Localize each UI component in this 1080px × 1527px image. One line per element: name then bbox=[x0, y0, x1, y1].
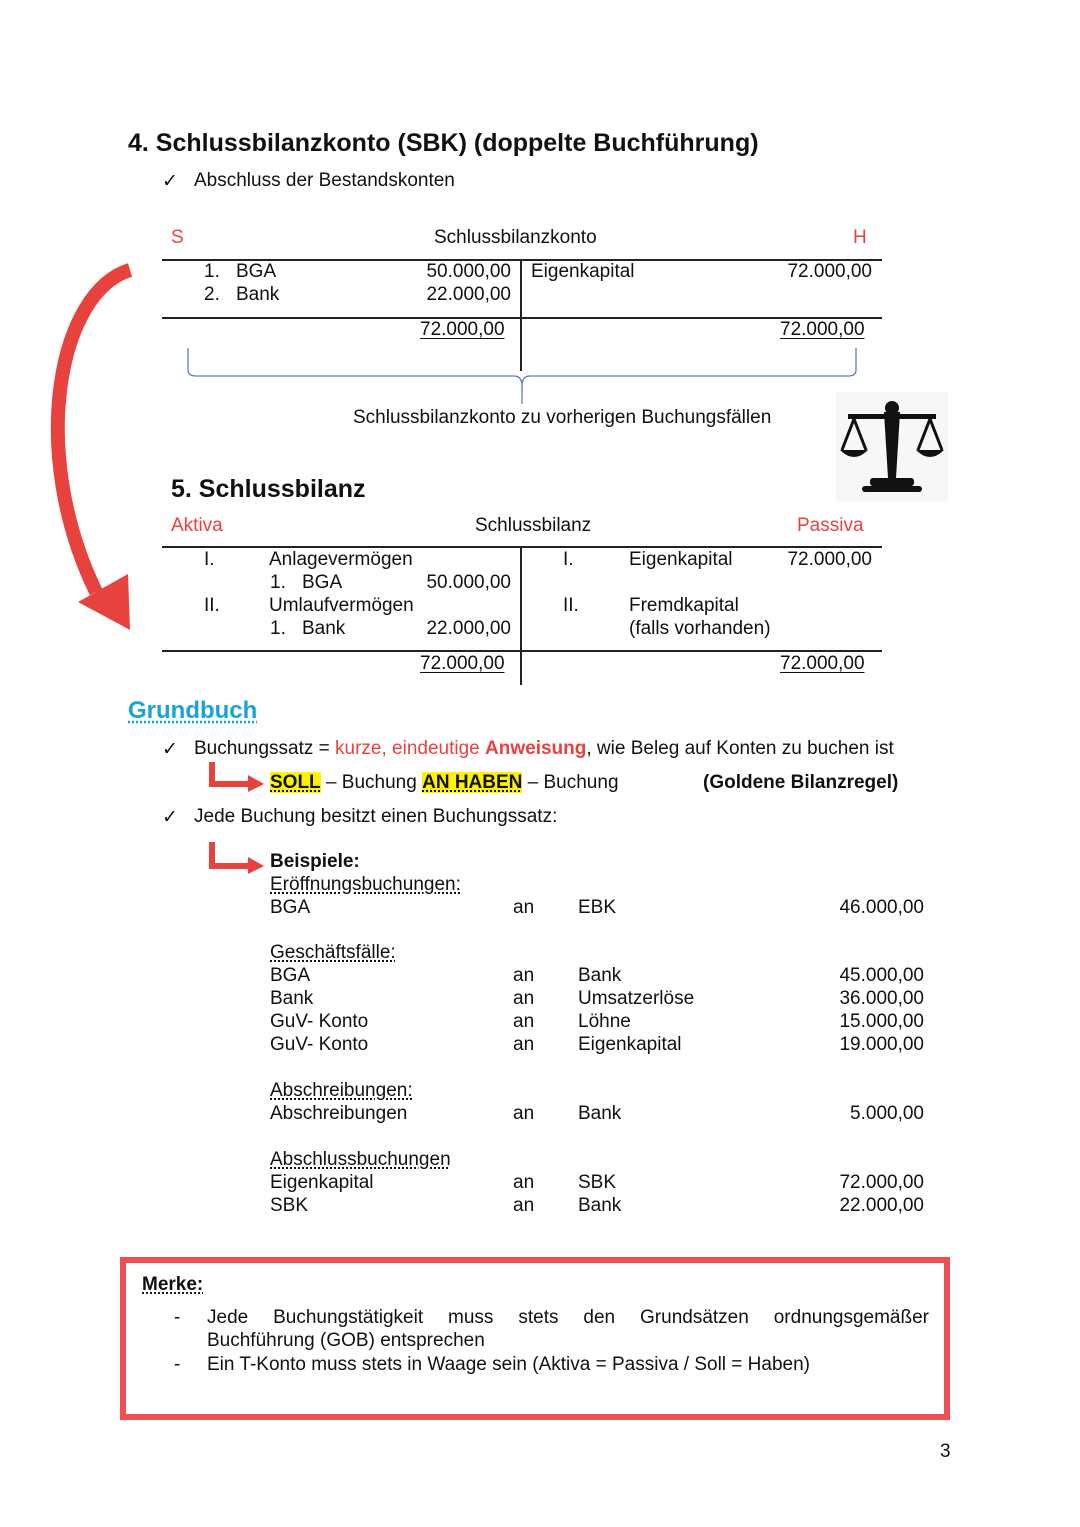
entry-amount: 19.000,00 bbox=[839, 1034, 924, 1055]
sbk-right-amount: 72.000,00 bbox=[787, 261, 872, 282]
sbk-right-total: 72.000,00 bbox=[780, 319, 865, 340]
merke-item1-line1: Jede Buchungstätigkeit muss stets den Grundsätzen ordnungsgemäßer bbox=[207, 1307, 929, 1328]
entry-haben: SBK bbox=[578, 1172, 617, 1193]
check-icon: ✓ bbox=[162, 807, 178, 828]
entry-haben: Bank bbox=[578, 1195, 622, 1216]
page-number: 3 bbox=[940, 1441, 951, 1462]
entry-haben: Eigenkapital bbox=[578, 1034, 682, 1055]
sbk-left-total: 72.000,00 bbox=[420, 319, 505, 340]
sbk-sum-line bbox=[162, 317, 882, 319]
sbk-left-amount: 50.000,00 bbox=[426, 261, 511, 282]
sb-bga: BGA bbox=[302, 572, 343, 593]
eroeffnung-label: Eröffnungsbuchungen: bbox=[270, 874, 461, 895]
sb-bga-amount: 50.000,00 bbox=[426, 572, 511, 593]
entry-an: an bbox=[513, 1172, 535, 1193]
sb-bank-amount: 22.000,00 bbox=[426, 618, 511, 639]
merke-title: Merke: bbox=[142, 1274, 204, 1295]
entry-soll: BGA bbox=[270, 965, 311, 986]
sbk-left-num: 1. bbox=[204, 261, 220, 282]
an-haben-highlight: AN HABEN bbox=[422, 772, 523, 793]
entry-an: an bbox=[513, 897, 535, 918]
sb-ek: Eigenkapital bbox=[629, 549, 733, 570]
check-icon: ✓ bbox=[162, 171, 178, 192]
goldene-bilanzregel: (Goldene Bilanzregel) bbox=[703, 772, 899, 793]
entry-soll: GuV- Konto bbox=[270, 1034, 369, 1055]
sbk-left-name: Bank bbox=[236, 284, 280, 305]
entry-soll: Abschreibungen bbox=[270, 1103, 408, 1124]
balance-scale-icon bbox=[836, 392, 948, 502]
entry-amount: 45.000,00 bbox=[839, 965, 924, 986]
entry-soll: GuV- Konto bbox=[270, 1011, 369, 1032]
sbk-right-name: Eigenkapital bbox=[531, 261, 635, 282]
sbk-title: Schlussbilanzkonto bbox=[434, 227, 597, 248]
merke-item1-line2: Buchführung (GOB) entsprechen bbox=[207, 1330, 485, 1351]
entry-amount: 5.000,00 bbox=[850, 1103, 924, 1124]
entry-an: an bbox=[513, 1034, 535, 1055]
grundbuch-bullet2: Jede Buchung besitzt einen Buchungssatz: bbox=[194, 806, 558, 827]
sb-passiva-label: Passiva bbox=[797, 515, 864, 536]
entry-amount: 72.000,00 bbox=[839, 1172, 924, 1193]
arrow-right-icon bbox=[206, 842, 266, 874]
grundbuch-title: Grundbuch bbox=[128, 697, 258, 724]
brace-caption: Schlussbilanzkonto zu vorherigen Buchungsfällen bbox=[353, 407, 772, 428]
soll-suffix: – Buchung bbox=[320, 772, 423, 793]
brace-icon bbox=[184, 346, 864, 406]
entry-haben: EBK bbox=[578, 897, 617, 918]
entry-amount: 36.000,00 bbox=[839, 988, 924, 1009]
sb-aktiva-label: Aktiva bbox=[171, 515, 223, 536]
entry-amount: 22.000,00 bbox=[839, 1195, 924, 1216]
merke-dash: - bbox=[174, 1354, 181, 1375]
sbk-s-label: S bbox=[171, 227, 184, 248]
sb-right-roman: I. bbox=[563, 549, 574, 570]
entry-amount: 15.000,00 bbox=[839, 1011, 924, 1032]
beispiele-label: Beispiele: bbox=[270, 851, 360, 872]
sb-sum-line bbox=[162, 650, 882, 652]
sbk-h-label: H bbox=[853, 227, 867, 248]
entry-haben: Bank bbox=[578, 965, 622, 986]
check-icon: ✓ bbox=[162, 739, 178, 760]
grundbuch-bullet1 bbox=[194, 738, 894, 760]
sb-center-line bbox=[520, 546, 522, 685]
sb-right-total: 72.000,00 bbox=[780, 653, 865, 674]
entry-soll: BGA bbox=[270, 897, 311, 918]
sb-bank: Bank bbox=[302, 618, 346, 639]
sb-left-total: 72.000,00 bbox=[420, 653, 505, 674]
merke-item2: Ein T-Konto muss stets in Waage sein (Aktiva = Passiva / Soll = Haben) bbox=[207, 1354, 810, 1375]
entry-an: an bbox=[513, 1103, 535, 1124]
soll-highlight: SOLL bbox=[270, 772, 321, 793]
abschreibung-label: Abschreibungen: bbox=[270, 1080, 413, 1101]
sb-ek-amount: 72.000,00 bbox=[787, 549, 872, 570]
sb-left-roman: II. bbox=[204, 595, 220, 616]
sb-umlauf: Umlaufvermögen bbox=[269, 595, 414, 616]
sb-fk: Fremdkapital bbox=[629, 595, 739, 616]
sb-anlage: Anlagevermögen bbox=[269, 549, 413, 570]
arrow-right-icon bbox=[206, 762, 266, 792]
entry-haben: Löhne bbox=[578, 1011, 631, 1032]
sb-fk-note: (falls vorhanden) bbox=[629, 618, 771, 639]
entry-haben: Umsatzerlöse bbox=[578, 988, 695, 1009]
soll-haben-line bbox=[270, 772, 619, 794]
sb-bga-num: 1. bbox=[270, 572, 286, 593]
sb-title: Schlussbilanz bbox=[475, 515, 592, 536]
entry-an: an bbox=[513, 1011, 535, 1032]
section5-title: 5. Schlussbilanz bbox=[171, 475, 366, 503]
entry-amount: 46.000,00 bbox=[839, 897, 924, 918]
b1-red: kurze, eindeutige bbox=[335, 738, 486, 759]
merke-dash: - bbox=[174, 1307, 181, 1328]
abschluss-label: Abschlussbuchungen bbox=[270, 1149, 451, 1170]
entry-soll: Bank bbox=[270, 988, 314, 1009]
entry-soll: Eigenkapital bbox=[270, 1172, 374, 1193]
haben-suffix: – Buchung bbox=[522, 772, 619, 793]
entry-haben: Bank bbox=[578, 1103, 622, 1124]
curved-arrow-icon bbox=[38, 262, 138, 637]
sbk-left-name: BGA bbox=[236, 261, 277, 282]
sb-right-roman: II. bbox=[563, 595, 579, 616]
entry-an: an bbox=[513, 988, 535, 1009]
entry-an: an bbox=[513, 1195, 535, 1216]
geschaeft-label: Geschäftsfälle: bbox=[270, 942, 396, 963]
b1-suffix: , wie Beleg auf Konten zu buchen ist bbox=[586, 738, 894, 759]
entry-an: an bbox=[513, 965, 535, 986]
section4-bullet: Abschluss der Bestandskonten bbox=[194, 170, 455, 191]
sb-bank-num: 1. bbox=[270, 618, 286, 639]
sb-left-roman: I. bbox=[204, 549, 215, 570]
entry-soll: SBK bbox=[270, 1195, 309, 1216]
sbk-left-num: 2. bbox=[204, 284, 220, 305]
b1-prefix: Buchungssatz = bbox=[194, 738, 336, 759]
sbk-left-amount: 22.000,00 bbox=[426, 284, 511, 305]
sb-top-line bbox=[162, 546, 882, 548]
b1-bold-red: Anweisung bbox=[485, 738, 587, 759]
section4-title: 4. Schlussbilanzkonto (SBK) (doppelte Buchführung) bbox=[128, 129, 759, 157]
